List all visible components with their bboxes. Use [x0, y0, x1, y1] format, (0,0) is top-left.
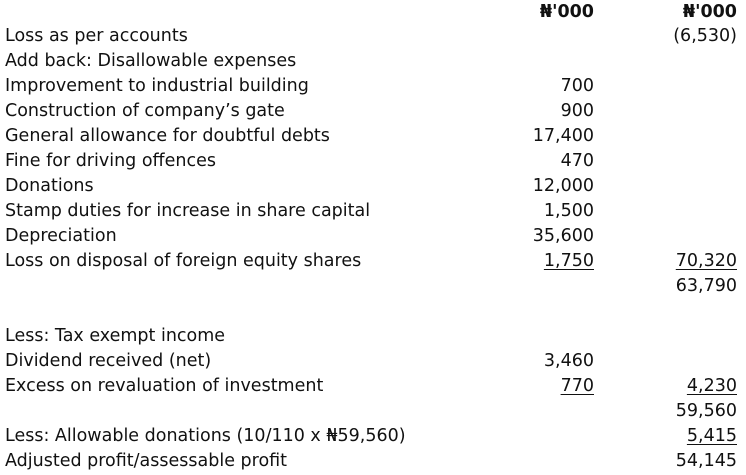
row-col2-amount: 63,790 [675, 276, 737, 296]
row-label: Stamp duties for increase in share capital [5, 201, 371, 221]
row-col1-amount: 700 [560, 76, 594, 96]
row-donations [0, 174, 746, 199]
row-allowable-donations [0, 424, 746, 449]
row-col1-amount: 770 [560, 376, 594, 396]
row-doubtful-debts [0, 124, 746, 149]
row-label: Add back: Disallowable expenses [5, 51, 297, 71]
row-loss-per-accounts [0, 24, 746, 49]
row-label: Dividend received (net) [5, 351, 212, 371]
row-label: Depreciation [5, 226, 117, 246]
row-col1-amount: 900 [560, 101, 594, 121]
row-subtotal-2 [0, 399, 746, 424]
row-label: Construction of company’s gate [5, 101, 285, 121]
row-stamp-duties [0, 199, 746, 224]
row-col2-amount: 70,320 [675, 251, 737, 271]
row-industrial-building [0, 74, 746, 99]
row-col1-amount: 3,460 [543, 351, 594, 371]
row-col2-amount: 54,145 [675, 451, 737, 471]
row-col2-amount: 59,560 [675, 401, 737, 421]
row-col2-amount: (6,530) [673, 26, 737, 46]
row-label: Donations [5, 176, 94, 196]
row-driving-fines [0, 149, 746, 174]
row-col1-amount: 1,750 [543, 251, 594, 271]
row-tax-exempt-heading [0, 324, 746, 349]
row-label: Loss on disposal of foreign equity shares [5, 251, 362, 271]
row-dividend-received [0, 349, 746, 374]
row-col1-amount: 35,600 [532, 226, 594, 246]
column-header-1: ₦'000 [539, 2, 594, 22]
row-label: Improvement to industrial building [5, 76, 309, 96]
row-col1-amount: 12,000 [532, 176, 594, 196]
row-depreciation [0, 224, 746, 249]
row-revaluation-excess [0, 374, 746, 399]
row-label: Excess on revaluation of investment [5, 376, 324, 396]
row-label: Loss as per accounts [5, 26, 188, 46]
row-col1-amount: 17,400 [532, 126, 594, 146]
row-label: Less: Tax exempt income [5, 326, 226, 346]
row-disposal-loss [0, 249, 746, 274]
row-add-back-heading [0, 49, 746, 74]
row-company-gate [0, 99, 746, 124]
row-label: General allowance for doubtful debts [5, 126, 330, 146]
row-label: Less: Allowable donations (10/110 x ₦59,560) [5, 426, 406, 446]
row-col2-amount: 4,230 [686, 376, 737, 396]
row-col1-amount: 470 [560, 151, 594, 171]
column-header-2: ₦'000 [682, 2, 737, 22]
row-subtotal-1 [0, 274, 746, 299]
row-col1-amount: 1,500 [543, 201, 594, 221]
column-header-row [0, 0, 746, 25]
row-adjusted-profit [0, 449, 746, 474]
row-col2-amount: 5,415 [686, 426, 737, 446]
row-label: Fine for driving offences [5, 151, 216, 171]
row-label: Adjusted profit/assessable profit [5, 451, 288, 471]
